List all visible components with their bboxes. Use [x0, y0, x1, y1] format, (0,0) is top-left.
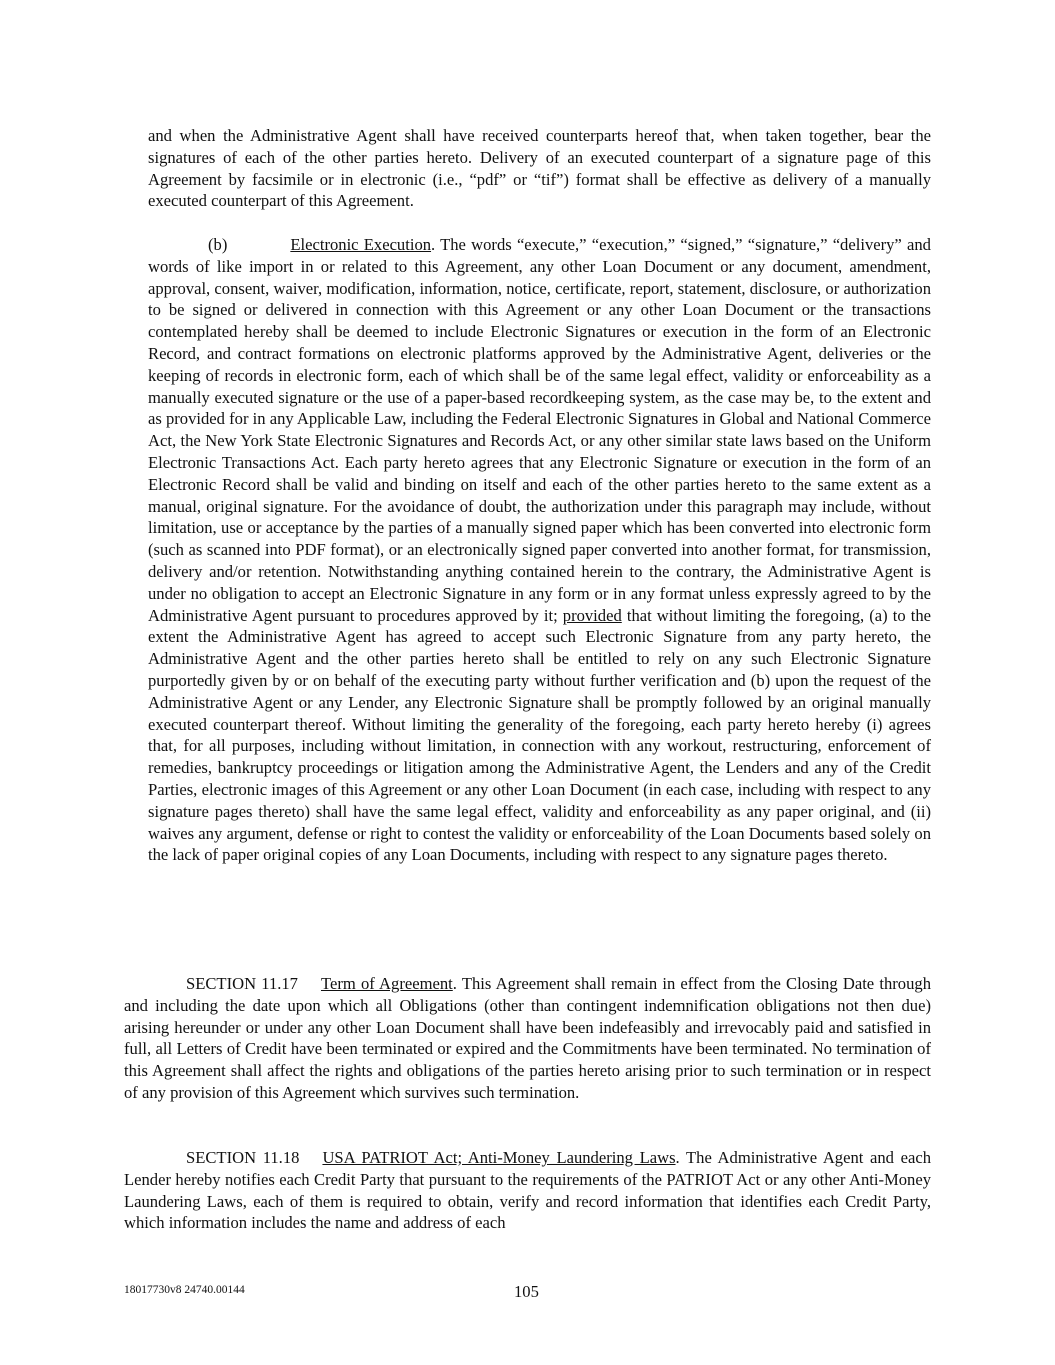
paragraph-counterparts [148, 125, 931, 212]
paragraph-text: . The words “execute,” “execution,” “signed,” “signature,” “delivery” and words of like import in or related to this Agreement, any other Loan Document or any document, amendment, approval, consent, waiver, modification, information, notice, certificate, report, statement, disclosure, or authorization to be signed or delivered in connection with this Agreement or any other Loan Document or the transactions contemplated hereby shall be deemed to include Electronic Signatures or execution in the form of an Electronic Record, and contract formations on electronic platforms approved by the Administrative Agent, deliveries or the keeping of records in electronic form, each of which shall be of the same legal effect, validity or enforceability as a manually executed signature or the use of a paper-based recordkeeping system, as the case may be, to the extent and as provided for in any Applicable Law, including the Federal Electronic Signatures in Global and National Commerce Act, the New York State Electronic Signatures and Records Act, or any other similar state laws based on the Uniform Electronic Transactions Act. Each party hereto agrees that any Electronic Signature or execution in the form of an Electronic Record shall be valid and binding on itself and each of the other parties hereto to the same extent as a manual, original signature. For the avoidance of doubt, the authorization under this paragraph may include, without limitation, use or acceptance by the parties of a manually signed paper which has been converted into electronic form (such as scanned into PDF format), or an electronically signed paper converted into another format, for transmission, delivery and/or retention. Notwithstanding anything contained herein to the contrary, the Administrative Agent is under no obligation to accept an Electronic Signature in any form or in any format unless expressly agreed to by the Administrative Agent pursuant to procedures approved by it; [148, 235, 931, 625]
paragraph-text-continued: that without limiting the foregoing, (a) to the extent the Administrative Agent has agreed to accept such Electronic Signature from any party hereto, the Administrative Agent and the other parties hereto shall be entitled to rely on any such Electronic Signature purportedly given by or on behalf of the executing party without further verification and (b) upon the request of the Administrative Agent or any Lender, any Electronic Signature shall be promptly followed by an original manually executed counterpart thereof. Without limiting the generality of the foregoing, each party hereto hereby (i) agrees that, for all purposes, including without limitation, in connection with any workout, restructuring, enforcement of remedies, bankruptcy proceedings or litigation among the Administrative Agent, the Lenders and any of the Credit Parties, electronic images of this Agreement or any other Loan Document (in each case, including with respect to any signature pages thereto) shall have the same legal effect, validity and enforceability as any paper original, and (ii) waives any argument, defense or right to contest the validity or enforceability of the Loan Documents based solely on the lack of paper original copies of any Loan Documents, including with respect to any signature pages thereto. [148, 605, 931, 865]
section-heading: USA PATRIOT Act; Anti-Money Laundering Laws [322, 1148, 676, 1167]
subsection-heading: Electronic Execution [290, 235, 432, 254]
paragraph-electronic-execution [148, 234, 931, 866]
paragraph-text: . This Agreement shall remain in effect from the Closing Date through and including the date upon which all Obligations (other than contingent indemnification obligations not then due) arising hereunder or under any other Loan Document shall have been indefeasibly and irrevocably paid and satisfied in full, all Letters of Credit have been terminated or expired and the Commitments have been terminated. No termination of this Agreement shall affect the rights and obligations of the parties hereto arising prior to such termination or in respect of any provision of this Agreement which survives such termination. [124, 974, 931, 1102]
subsection-label: (b) [208, 235, 228, 254]
paragraph-text: . The Administrative Agent and each Lender hereby notifies each Credit Party that pursuant to the requirements of the PATRIOT Act or any other Anti-Money Laundering Laws, each of them is required to obtain, verify and record information that identifies each Credit Party, which information includes the name and address of each [124, 1148, 932, 1233]
section-number: SECTION 11.17 [186, 974, 298, 993]
paragraph-section-11-17 [124, 973, 931, 1104]
section-heading: Term of Agreement [320, 974, 453, 993]
paragraph-section-11-18 [124, 1147, 931, 1234]
page-number: 105 [514, 1282, 539, 1301]
paragraph-text: and when the Administrative Agent shall have received counterparts hereof that, when taken together, bear the signatures of each of the other parties hereto. Delivery of an executed counterpart of a signature page of this Agreement by facsimile or in electronic (i.e., “pdf” or “tif”) format shall be effective as delivery of a manually executed counterpart of this Agreement. [148, 126, 931, 211]
provided-term: provided [562, 605, 622, 625]
document-id: 18017730v8 24740.00144 [124, 1284, 245, 1296]
section-number: SECTION 11.18 [186, 1148, 300, 1167]
